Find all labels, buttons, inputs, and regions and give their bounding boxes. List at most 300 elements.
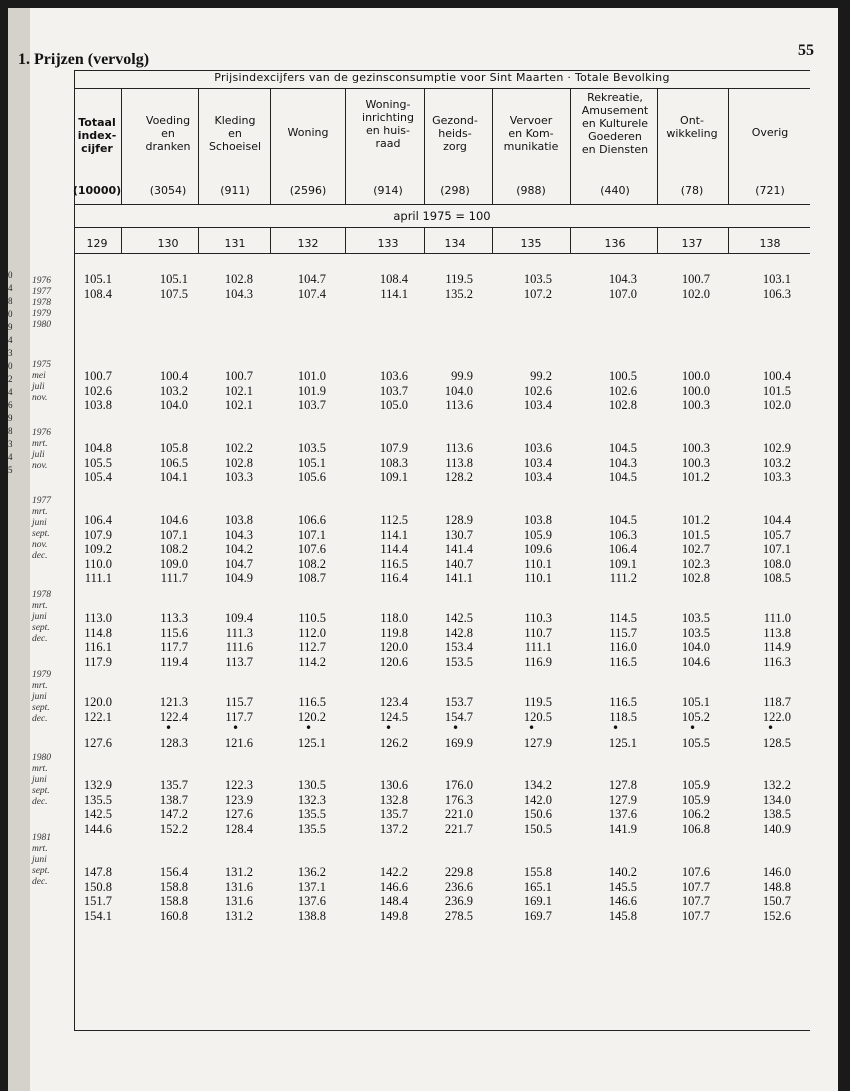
table-cell: 114.5 <box>609 611 637 625</box>
missing-marker: • <box>452 721 460 736</box>
table-cell: 121.3 <box>159 695 188 709</box>
table-cell: 154.1 <box>83 908 112 923</box>
row-label: mrt. <box>32 507 48 517</box>
row-label-group <box>32 360 51 404</box>
table-cell: 145.5 <box>608 879 637 894</box>
page-number: 55 <box>798 42 814 59</box>
table-cell: 107.2 <box>523 286 552 301</box>
table-cell: 102.2 <box>224 441 253 455</box>
table-cell: 132.8 <box>379 792 408 807</box>
table-cell: 103.5 <box>297 441 326 455</box>
column-header-line: Goederen <box>588 130 642 143</box>
table-cell: 104.6 <box>159 513 188 527</box>
table-cell: 104.3 <box>608 272 637 286</box>
column-weight: (440) <box>600 184 630 197</box>
table-cell: 118.0 <box>380 611 408 625</box>
table-cell: 120.5 <box>523 709 552 724</box>
table-cell: 107.1 <box>297 527 326 542</box>
row-label: nov. <box>32 461 48 471</box>
column-header-line: Vervoer <box>509 114 553 127</box>
bottom-rule <box>74 1030 810 1031</box>
row-label: juni <box>32 775 47 785</box>
table-cell: 102.8 <box>681 571 710 586</box>
table-cell: 107.9 <box>379 441 408 455</box>
table-cell: 100.3 <box>681 398 710 413</box>
table-cell: 109.4 <box>224 611 253 625</box>
table-cell: 158.8 <box>159 879 188 894</box>
table-cell: 104.0 <box>159 398 188 413</box>
table-cell: 114.1 <box>380 286 408 301</box>
table-cell: 103.2 <box>159 383 188 398</box>
row-label-group <box>32 753 51 808</box>
table-cell: 153.7 <box>444 695 473 709</box>
table-cell: 102.9 <box>762 441 791 455</box>
table-cell: 102.6 <box>608 383 637 398</box>
table-cell: 128.9 <box>444 513 473 527</box>
row-label: 1976 <box>32 276 51 286</box>
table-cell: 113.6 <box>445 441 473 455</box>
table-cell: 100.0 <box>681 369 710 383</box>
table-cell: 152.6 <box>762 908 791 923</box>
table-cell: 119.8 <box>380 625 408 640</box>
table-cell: 146.0 <box>762 865 791 879</box>
table-cell: 102.0 <box>681 286 710 301</box>
row-label: 1978 <box>32 590 51 600</box>
table-cell: 110.5 <box>298 611 326 625</box>
table-cell: 113.3 <box>160 611 188 625</box>
table-cell: 101.2 <box>681 470 710 485</box>
table-cell: 99.2 <box>530 369 552 383</box>
table-cell: 105.5 <box>681 736 710 751</box>
table-cell: 114.8 <box>84 625 112 640</box>
table-cell: 103.8 <box>523 513 552 527</box>
table-cell: 131.6 <box>224 894 253 909</box>
table-cell: 122.4 <box>159 709 188 724</box>
row-label: mrt. <box>32 439 48 449</box>
edge-digit: 6 <box>8 400 13 410</box>
row-label: nov. <box>32 393 48 403</box>
table-cell: 106.8 <box>681 821 710 836</box>
table-cell: 115.7 <box>609 625 637 640</box>
column-header-line: Rekreatie, <box>587 91 643 104</box>
edge-digit: 0 <box>8 361 13 371</box>
table-cell: 153.4 <box>444 640 473 655</box>
edge-digit: 9 <box>8 413 13 423</box>
table-cell: 116.5 <box>380 556 408 571</box>
table-cell: 107.7 <box>681 908 710 923</box>
table-cell: 278.5 <box>444 908 473 923</box>
table-cell: 108.0 <box>762 556 791 571</box>
table-cell: 103.5 <box>681 625 710 640</box>
table-cell: 125.1 <box>297 736 326 751</box>
table-cell: 104.4 <box>762 513 791 527</box>
table-cell: 104.6 <box>681 654 710 669</box>
table-cell: 132.2 <box>762 778 791 792</box>
missing-marker: • <box>305 721 313 736</box>
column-weight: (10000) <box>72 184 122 197</box>
table-cell: 114.1 <box>380 527 408 542</box>
row-label: sept. <box>32 786 50 796</box>
base-rule <box>74 227 810 228</box>
edge-digit: 2 <box>8 374 13 384</box>
table-cell: 101.2 <box>681 513 710 527</box>
table-cell: 105.4 <box>83 470 112 485</box>
table-cell: 106.4 <box>83 513 112 527</box>
table-cell: 112.5 <box>380 513 408 527</box>
table-cell: 149.8 <box>379 908 408 923</box>
row-label: nov. <box>32 540 48 550</box>
table-cell: 110.1 <box>524 571 552 586</box>
row-label-group <box>32 670 51 725</box>
table-cell: 236.9 <box>444 894 473 909</box>
table-cell: 102.8 <box>224 272 253 286</box>
table-cell: 140.2 <box>608 865 637 879</box>
column-header <box>730 126 810 139</box>
table-cell: 105.1 <box>297 455 326 470</box>
table-cell: 105.5 <box>83 455 112 470</box>
table-cell: 142.0 <box>523 792 552 807</box>
table-cell: 137.6 <box>608 807 637 822</box>
table-cell: 109.1 <box>608 556 637 571</box>
edge-digit: 8 <box>8 296 13 306</box>
table-cell: 100.4 <box>159 369 188 383</box>
column-weight: (78) <box>680 184 704 197</box>
table-cell: 104.5 <box>608 470 637 485</box>
table-cell: 118.7 <box>763 695 791 709</box>
table-cell: 104.1 <box>159 470 188 485</box>
row-label-group <box>32 276 51 331</box>
table-cell: 105.2 <box>681 709 710 724</box>
table-cell: 127.8 <box>608 778 637 792</box>
table-cell: 136.2 <box>297 865 326 879</box>
table-cell: 119.5 <box>445 272 473 286</box>
table-cell: 106.5 <box>159 455 188 470</box>
table-cell: 104.7 <box>224 556 253 571</box>
row-label: 1977 <box>32 287 51 297</box>
table-cell: 107.1 <box>159 527 188 542</box>
table-cell: 113.6 <box>445 398 473 413</box>
weights-rule <box>74 204 810 205</box>
column-number: 137 <box>681 237 703 250</box>
table-cell: 107.4 <box>297 286 326 301</box>
table-cell: 111.3 <box>225 625 253 640</box>
table-cell: 150.5 <box>523 821 552 836</box>
table-caption: Prijsindexcijfers van de gezinsconsumptie voor Sint Maarten · Totale Bevolking <box>214 71 670 84</box>
table-cell: 120.0 <box>83 695 112 709</box>
table-cell: 221.0 <box>444 807 473 822</box>
row-label: 1975 <box>32 360 51 370</box>
table-cell: 115.7 <box>225 695 253 709</box>
table-cell: 124.5 <box>379 709 408 724</box>
table-cell: 103.3 <box>762 470 791 485</box>
table-cell: 108.2 <box>159 542 188 557</box>
edge-digit: 8 <box>8 426 13 436</box>
row-label: 1976 <box>32 428 51 438</box>
table-cell: 106.3 <box>608 527 637 542</box>
table-cell: 111.6 <box>225 640 253 655</box>
table-cell: 106.6 <box>297 513 326 527</box>
table-cell: 104.9 <box>224 571 253 586</box>
table-cell: 116.5 <box>609 654 637 669</box>
table-cell: 132.3 <box>297 792 326 807</box>
table-cell: 104.3 <box>608 455 637 470</box>
column-weight: (3054) <box>149 184 187 197</box>
table-cell: 119.5 <box>524 695 552 709</box>
table-cell: 102.7 <box>681 542 710 557</box>
column-number: 132 <box>297 237 319 250</box>
column-header-line: en Kom- <box>508 127 554 140</box>
table-cell: 103.5 <box>681 611 710 625</box>
table-cell: 127.6 <box>224 807 253 822</box>
row-label: juni <box>32 518 47 528</box>
table-cell: 176.0 <box>444 778 473 792</box>
table-cell: 111.7 <box>160 571 188 586</box>
table-cell: 104.5 <box>608 513 637 527</box>
table-cell: 110.3 <box>524 611 552 625</box>
row-label-group <box>32 833 51 888</box>
table-cell: 120.0 <box>379 640 408 655</box>
table-cell: 113.8 <box>763 625 791 640</box>
table-cell: 131.6 <box>224 879 253 894</box>
table-cell: 106.2 <box>681 807 710 822</box>
missing-marker: • <box>528 721 536 736</box>
table-cell: 135.2 <box>444 286 473 301</box>
table-cell: 148.8 <box>762 879 791 894</box>
column-number: 131 <box>224 237 246 250</box>
table-cell: 148.4 <box>379 894 408 909</box>
table-cell: 137.2 <box>379 821 408 836</box>
column-header-line: zorg <box>443 140 467 153</box>
table-cell: 102.6 <box>523 383 552 398</box>
table-cell: 101.0 <box>297 369 326 383</box>
column-header <box>57 116 137 155</box>
table-cell: 110.0 <box>84 556 112 571</box>
column-header-line: Overig <box>751 126 789 139</box>
table-cell: 104.0 <box>444 383 473 398</box>
table-cell: 102.6 <box>83 383 112 398</box>
column-weight: (298) <box>440 184 470 197</box>
left-page-edge <box>8 8 30 1091</box>
table-cell: 131.2 <box>224 865 253 879</box>
table-cell: 102.1 <box>224 398 253 413</box>
column-header-line: Totaal <box>78 116 116 129</box>
row-label: juli <box>32 450 45 460</box>
table-cell: 122.1 <box>83 709 112 724</box>
table-cell: 140.9 <box>762 821 791 836</box>
header-rule <box>74 88 810 89</box>
column-number: 134 <box>444 237 466 250</box>
table-cell: 154.7 <box>444 709 473 724</box>
row-label-group <box>32 496 51 562</box>
table-cell: 119.4 <box>160 654 188 669</box>
edge-digit: 4 <box>8 452 13 462</box>
table-cell: 103.6 <box>379 369 408 383</box>
row-label: juni <box>32 612 47 622</box>
table-cell: 102.3 <box>681 556 710 571</box>
table-cell: 142.5 <box>83 807 112 822</box>
table-cell: 113.8 <box>445 455 473 470</box>
row-label: 1980 <box>32 320 51 330</box>
table-cell: 114.9 <box>763 640 791 655</box>
table-cell: 105.7 <box>762 527 791 542</box>
colnum-rule <box>74 253 810 254</box>
table-cell: 103.7 <box>379 383 408 398</box>
table-cell: 142.5 <box>444 611 473 625</box>
table-cell: 158.8 <box>159 894 188 909</box>
table-cell: 131.2 <box>224 908 253 923</box>
column-header-line: en Diensten <box>581 143 649 156</box>
table-cell: 107.0 <box>608 286 637 301</box>
row-label: juni <box>32 855 47 865</box>
table-cell: 103.6 <box>523 441 552 455</box>
row-label: mei <box>32 371 46 381</box>
column-divider <box>728 227 729 253</box>
table-cell: 122.3 <box>224 778 253 792</box>
table-cell: 102.1 <box>224 383 253 398</box>
table-cell: 117.7 <box>160 640 188 655</box>
row-label: juli <box>32 382 45 392</box>
column-header <box>575 91 655 156</box>
table-cell: 105.9 <box>523 527 552 542</box>
table-cell: 141.4 <box>444 542 473 557</box>
table-cell: 123.9 <box>224 792 253 807</box>
table-cell: 105.8 <box>159 441 188 455</box>
table-cell: 108.2 <box>297 556 326 571</box>
table-cell: 123.4 <box>379 695 408 709</box>
table-cell: 105.9 <box>681 778 710 792</box>
column-header-line: dranken <box>145 140 191 153</box>
table-cell: 107.6 <box>297 542 326 557</box>
table-cell: 104.5 <box>608 441 637 455</box>
table-cell: 137.6 <box>297 894 326 909</box>
table-cell: 116.9 <box>524 654 552 669</box>
table-cell: 141.9 <box>608 821 637 836</box>
table-cell: 103.4 <box>523 398 552 413</box>
column-number: 129 <box>86 237 108 250</box>
table-cell: 104.2 <box>224 542 253 557</box>
table-cell: 146.6 <box>379 879 408 894</box>
column-number: 135 <box>520 237 542 250</box>
column-header-line: Ont- <box>680 114 704 127</box>
column-number: 133 <box>377 237 399 250</box>
table-cell: 105.6 <box>297 470 326 485</box>
table-cell: 112.7 <box>298 640 326 655</box>
table-cell: 137.1 <box>297 879 326 894</box>
edge-digit: 0 <box>8 309 13 319</box>
table-cell: 140.7 <box>444 556 473 571</box>
table-cell: 116.4 <box>380 571 408 586</box>
table-cell: 127.9 <box>523 736 552 751</box>
table-cell: 109.6 <box>523 542 552 557</box>
table-cell: 155.8 <box>523 865 552 879</box>
table-cell: 100.3 <box>681 455 710 470</box>
table-cell: 142.8 <box>444 625 473 640</box>
column-header <box>491 114 571 153</box>
table-cell: 100.5 <box>608 369 637 383</box>
table-cell: 122.0 <box>762 709 791 724</box>
table-cell: 116.5 <box>298 695 326 709</box>
column-header <box>415 114 495 153</box>
table-cell: 145.8 <box>608 908 637 923</box>
table-cell: 132.9 <box>83 778 112 792</box>
table-cell: 115.6 <box>160 625 188 640</box>
table-cell: 135.7 <box>379 807 408 822</box>
table-cell: 147.2 <box>159 807 188 822</box>
table-cell: 102.8 <box>224 455 253 470</box>
column-header-line: en huis- <box>366 124 410 137</box>
row-label: 1979 <box>32 309 51 319</box>
column-header-line: cijfer <box>81 142 113 155</box>
table-cell: 116.3 <box>763 654 791 669</box>
column-divider <box>492 227 493 253</box>
table-cell: 108.3 <box>379 455 408 470</box>
table-cell: 130.7 <box>444 527 473 542</box>
table-cell: 128.2 <box>444 470 473 485</box>
row-label: mrt. <box>32 844 48 854</box>
table-cell: 102.8 <box>608 398 637 413</box>
missing-marker: • <box>612 721 620 736</box>
table-cell: 107.1 <box>762 542 791 557</box>
row-label: 1977 <box>32 496 51 506</box>
table-cell: 103.5 <box>523 272 552 286</box>
table-cell: 103.4 <box>523 470 552 485</box>
table-cell: 135.7 <box>159 778 188 792</box>
missing-marker: • <box>232 721 240 736</box>
table-cell: 169.9 <box>444 736 473 751</box>
row-label: sept. <box>32 623 50 633</box>
table-cell: 135.5 <box>297 807 326 822</box>
table-cell: 111.0 <box>763 611 791 625</box>
row-label-group <box>32 590 51 645</box>
base-period: april 1975 = 100 <box>393 209 491 223</box>
column-divider <box>345 227 346 253</box>
table-cell: 106.3 <box>762 286 791 301</box>
table-cell: 130.5 <box>297 778 326 792</box>
row-label-group <box>32 428 51 472</box>
table-cell: 151.7 <box>83 894 112 909</box>
table-cell: 117.9 <box>84 654 112 669</box>
table-cell: 169.7 <box>523 908 552 923</box>
table-cell: 125.1 <box>608 736 637 751</box>
table-cell: 109.2 <box>83 542 112 557</box>
row-label: dec. <box>32 877 48 887</box>
table-cell: 103.8 <box>224 513 253 527</box>
row-label: 1980 <box>32 753 51 763</box>
table-cell: 108.4 <box>83 286 112 301</box>
row-label: sept. <box>32 703 50 713</box>
missing-marker: • <box>689 721 697 736</box>
table-cell: 146.6 <box>608 894 637 909</box>
column-number: 136 <box>604 237 626 250</box>
table-cell: 105.1 <box>83 272 112 286</box>
column-weight: (914) <box>373 184 403 197</box>
table-cell: 150.8 <box>83 879 112 894</box>
table-cell: 134.2 <box>523 778 552 792</box>
table-cell: 150.7 <box>762 894 791 909</box>
table-cell: 113.7 <box>225 654 253 669</box>
table-cell: 107.5 <box>159 286 188 301</box>
table-cell: 118.5 <box>609 709 637 724</box>
row-label: dec. <box>32 634 48 644</box>
table-cell: 108.4 <box>379 272 408 286</box>
column-divider <box>657 227 658 253</box>
table-cell: 100.7 <box>681 272 710 286</box>
row-label: dec. <box>32 714 48 724</box>
column-header-line: en Kulturele <box>581 117 649 130</box>
edge-digit: 9 <box>8 322 13 332</box>
table-cell: 113.0 <box>84 611 112 625</box>
table-cell: 107.6 <box>681 865 710 879</box>
